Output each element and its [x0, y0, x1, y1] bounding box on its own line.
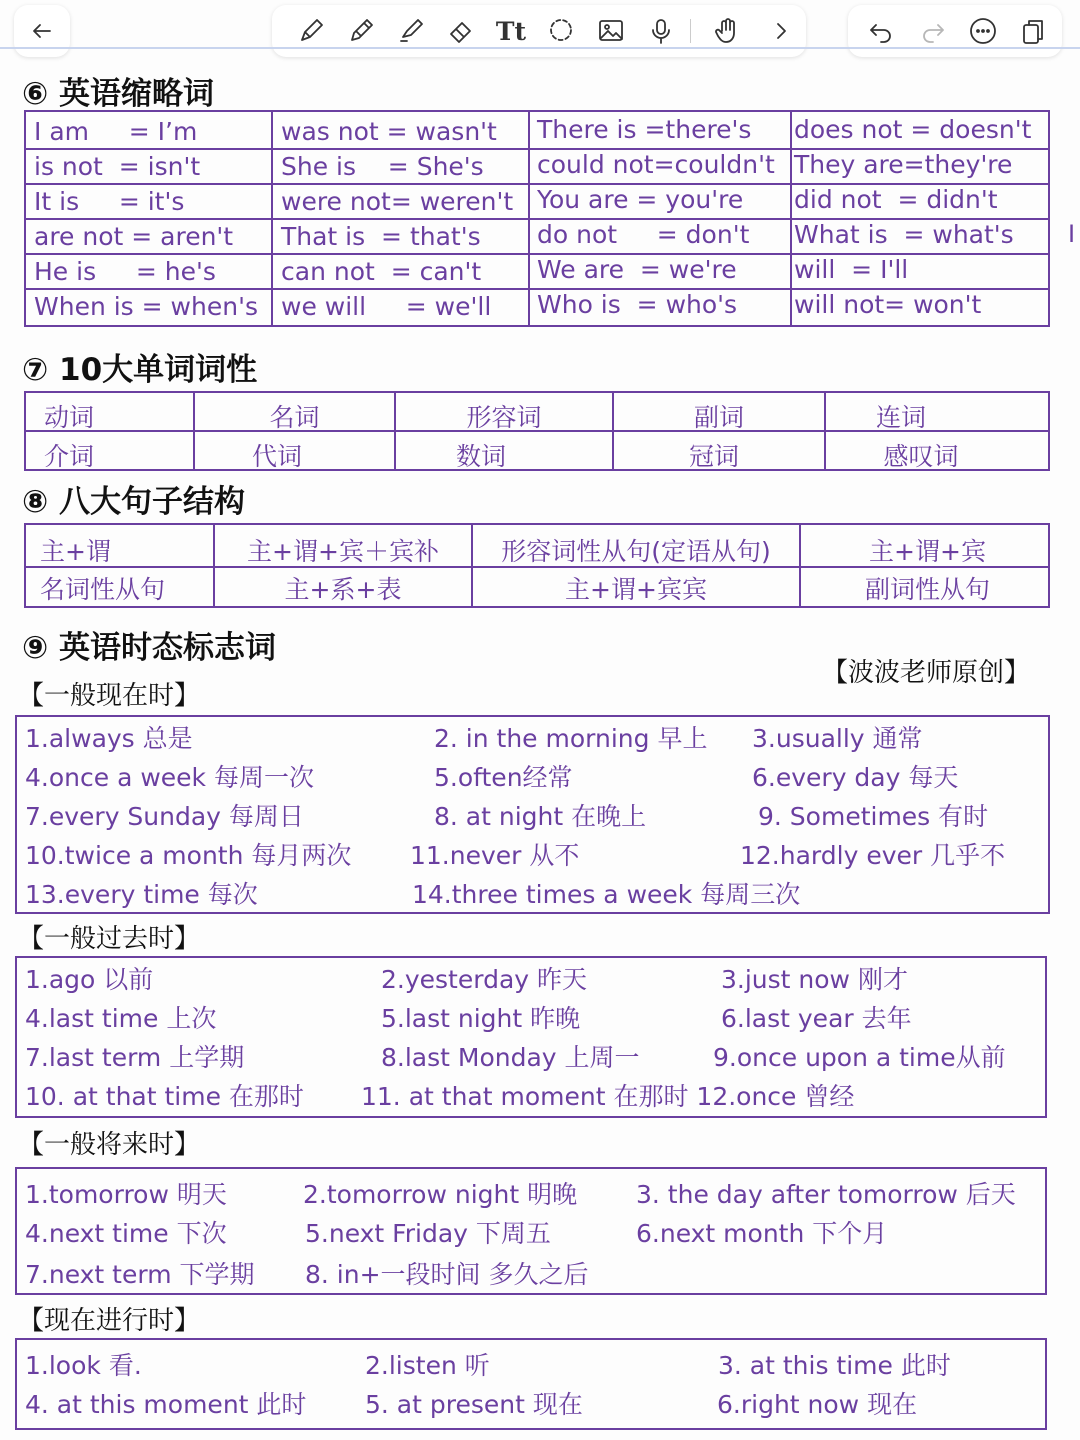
- table-cell: can not = can't: [281, 257, 482, 286]
- table-cell: They are=they're: [794, 150, 1013, 179]
- table-cell: 主+谓+宾: [869, 537, 986, 566]
- list-item: 1.always 总是: [25, 724, 193, 753]
- text-icon[interactable]: Tt: [495, 16, 527, 46]
- pages-icon[interactable]: [1018, 16, 1048, 46]
- table-cell: could not=couldn't: [537, 150, 775, 179]
- sentence-structure-table: [24, 523, 1050, 608]
- chevron-right-icon[interactable]: [766, 16, 796, 46]
- parts-of-speech-table: [24, 391, 1050, 471]
- table-cell: What is = what's: [794, 220, 1014, 249]
- list-item: 11.never 从不: [410, 841, 580, 870]
- table-cell: 主+谓+宾＋宾补: [247, 537, 439, 566]
- list-item: 13.every time 每次: [25, 880, 258, 909]
- table-cell: 形容词性从句(定语从句): [501, 537, 771, 566]
- list-item: 9. Sometimes 有时: [758, 802, 989, 831]
- list-item: 3. the day after tomorrow 后天: [636, 1180, 1016, 1209]
- table-cell: I am = I’m: [34, 117, 198, 146]
- table-cell: did not = didn't: [794, 185, 998, 214]
- table-cell: Who is = who's: [537, 290, 738, 319]
- table-cell: 连词: [875, 403, 926, 432]
- table-cell: do not = don't: [537, 220, 750, 249]
- table-cell: 感叹词: [883, 442, 959, 471]
- table-cell: 动词: [44, 403, 95, 432]
- highlighter-icon[interactable]: [396, 16, 426, 46]
- more-icon[interactable]: [968, 16, 998, 46]
- table-cell: 形容词: [466, 403, 542, 432]
- list-item: 3. at this time 此时: [718, 1351, 951, 1380]
- undo-icon[interactable]: [866, 16, 896, 46]
- list-item: 8. at night 在晚上: [434, 802, 647, 831]
- list-item: 4. at this moment 此时: [25, 1390, 307, 1419]
- image-icon[interactable]: [596, 16, 626, 46]
- present-continuous-label: 【现在进行时】: [18, 1306, 201, 1336]
- table-cell: We are = we're: [537, 255, 737, 284]
- table-cell: does not = doesn't: [794, 115, 1032, 144]
- table-cell: 主+谓: [40, 537, 111, 566]
- list-item: 2. in the morning 早上: [434, 724, 708, 753]
- list-item: 6.every day 每天: [752, 763, 959, 792]
- table-cell: were not= weren't: [281, 187, 514, 216]
- table-cell: He is = he's: [34, 257, 216, 286]
- table-cell: 副词: [693, 403, 744, 432]
- section-8-title: ⑧ 八大句子结构: [22, 484, 246, 520]
- table-cell: 代词: [251, 442, 302, 471]
- future-simple-box: [15, 1167, 1047, 1295]
- table-cell: 名词: [269, 403, 320, 432]
- section-9-title: ⑨ 英语时态标志词: [22, 630, 277, 666]
- list-item: 5.last night 昨晚: [381, 1004, 581, 1033]
- list-item: 8.last Monday 上周一: [381, 1043, 640, 1072]
- list-item: 2.tomorrow night 明晚: [303, 1180, 578, 1209]
- contractions-table: [24, 110, 1050, 327]
- list-item: 4.last time 上次: [25, 1004, 217, 1033]
- present-simple-box: [15, 715, 1050, 914]
- lasso-icon[interactable]: [546, 16, 576, 46]
- table-cell: was not = wasn't: [281, 117, 497, 146]
- list-item: 7.every Sunday 每周日: [25, 802, 304, 831]
- present-continuous-box: [15, 1338, 1047, 1430]
- list-item: 7.last term 上学期: [25, 1043, 245, 1072]
- list-item: 9.once upon a time从前: [713, 1043, 1006, 1072]
- list-item: 8. in+一段时间 多久之后: [305, 1260, 589, 1289]
- table-cell: we will = we'll: [281, 292, 492, 321]
- list-item: 7.next term 下学期: [25, 1260, 255, 1289]
- list-item: 5.next Friday 下周五: [305, 1219, 551, 1248]
- list-item: 1.ago 以前: [25, 965, 154, 994]
- table-cell: She is = She's: [281, 152, 484, 181]
- arrow-left-icon[interactable]: [27, 16, 57, 46]
- table-cell: are not = aren't: [34, 222, 234, 251]
- toolbar-rule: [0, 47, 1080, 49]
- present-simple-label: 【一般现在时】: [18, 681, 201, 711]
- table-cell: 主+谓+宾宾: [565, 575, 707, 604]
- list-item: 1.look 看.: [25, 1351, 142, 1380]
- table-cell: 介词: [44, 442, 95, 471]
- list-item: 11. at that moment 在那时 12.once 曾经: [361, 1082, 855, 1111]
- list-item: 14.three times a week 每周三次: [412, 880, 801, 909]
- past-simple-box: [15, 956, 1047, 1118]
- table-cell: 名词性从句: [40, 575, 166, 604]
- back-pill: [14, 5, 70, 57]
- list-item: 2.yesterday 昨天: [381, 965, 588, 994]
- tool-palette: [272, 5, 806, 57]
- table-cell: 冠词: [688, 442, 739, 471]
- list-item: 6.last year 去年: [721, 1004, 912, 1033]
- list-item: 4.once a week 每周一次: [25, 763, 314, 792]
- list-item: 4.next time 下次: [25, 1219, 227, 1248]
- list-item: 10. at that time 在那时: [25, 1082, 304, 1111]
- table-cell: will = I'll: [794, 255, 909, 284]
- table-cell: 数词: [455, 442, 506, 471]
- eraser-icon[interactable]: [446, 16, 476, 46]
- table-cell: You are = you're: [537, 185, 744, 214]
- table-cell: will not= won't: [794, 290, 982, 319]
- list-item: 10.twice a month 每月两次: [25, 841, 352, 870]
- hand-icon[interactable]: [712, 16, 742, 46]
- section-6-title: ⑥ 英语缩略词: [22, 76, 215, 112]
- list-item: 6.next month 下个月: [636, 1219, 888, 1248]
- credit-label: 【波波老师原创】: [822, 658, 1031, 688]
- future-simple-label: 【一般将来时】: [18, 1130, 201, 1160]
- toolbar-divider: [690, 19, 691, 43]
- table-cell: There is =there's: [537, 115, 752, 144]
- list-item: 3.just now 刚才: [721, 965, 908, 994]
- table-cell: 副词性从句: [864, 575, 990, 604]
- microphone-icon[interactable]: [646, 16, 676, 46]
- table-cell: is not = isn't: [34, 152, 201, 181]
- list-item: 5.often经常: [434, 763, 573, 792]
- pen-icon[interactable]: [296, 16, 326, 46]
- list-item: 2.listen 听: [365, 1351, 490, 1380]
- list-item: 3.usually 通常: [752, 724, 923, 753]
- table-cell: That is = that's: [281, 222, 481, 251]
- table-cell: When is = when's: [34, 292, 258, 321]
- table-cell: 主+系+表: [284, 575, 402, 604]
- margin-mark: I: [1068, 220, 1076, 248]
- list-item: 12.hardly ever 几乎不: [740, 841, 1006, 870]
- past-simple-label: 【一般过去时】: [18, 924, 201, 954]
- list-item: 6.right now 现在: [717, 1390, 918, 1419]
- section-7-title: ⑦ 10大单词词性: [22, 352, 258, 388]
- list-item: 1.tomorrow 明天: [25, 1180, 227, 1209]
- action-pill: [848, 5, 1062, 57]
- redo-icon[interactable]: [918, 16, 948, 46]
- marker-icon[interactable]: [346, 16, 376, 46]
- list-item: 5. at present 现在: [365, 1390, 583, 1419]
- table-cell: It is = it's: [34, 187, 185, 216]
